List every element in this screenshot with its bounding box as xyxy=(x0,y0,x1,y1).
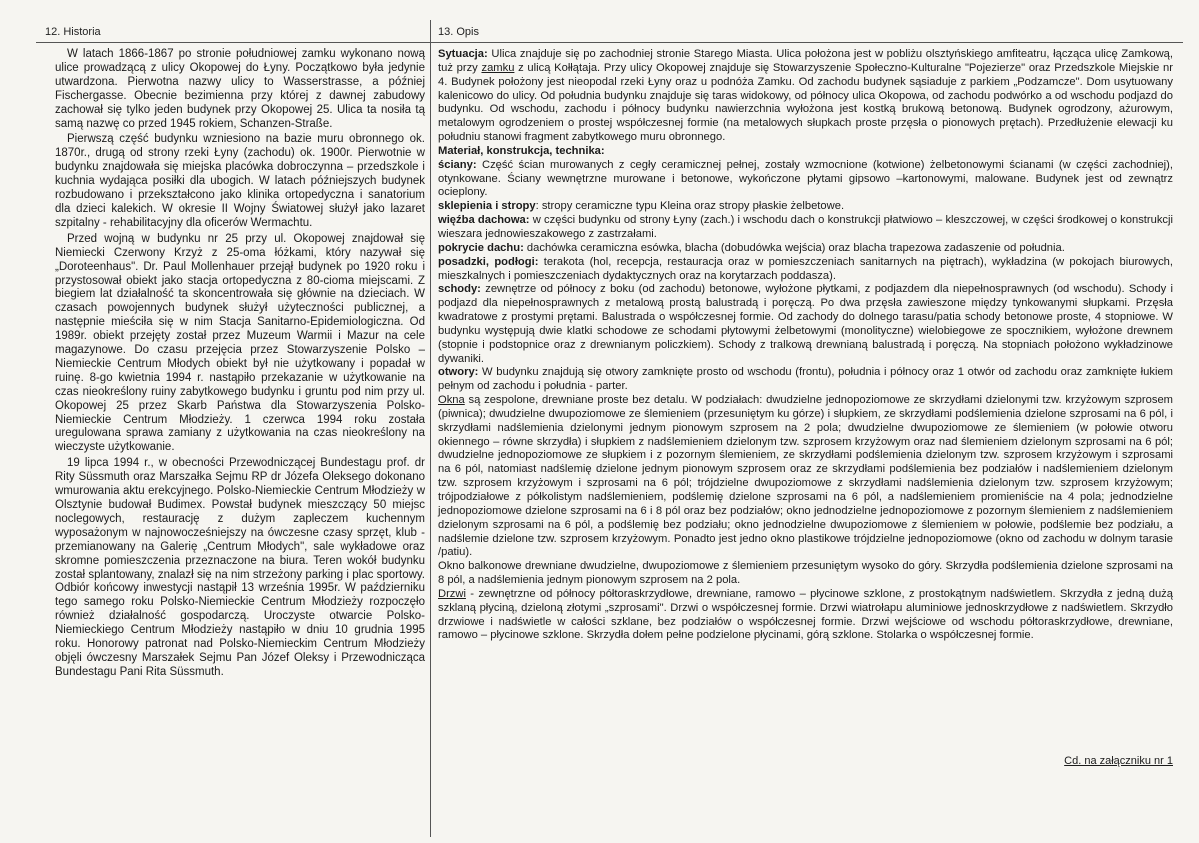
otwory-text: W budynku znajdują się otwory zamknięte prosto od wschodu (frontu), południa i północy oraz 1 otwór od zachodu oraz zamknięte łukiem pełnym od zachodu i południa - parter. xyxy=(438,366,1173,393)
schody-label: schody: xyxy=(438,283,481,296)
otwory-label: otwory: xyxy=(438,366,479,379)
otwory-paragraph xyxy=(438,366,1173,394)
schody-paragraph xyxy=(438,283,1173,366)
sytuacja-text-a: Ulica znajduje się po zachodniej stronie Starego Miasta. Ulica położona jest w pobliżu olsztyńskiego amfiteatru, łącząca ulicę Zamkową, tuż przy xyxy=(438,48,1173,74)
historia-paragraph-2: Pierwszą część budynku wzniesiono na bazie muru obronnego ok. 1870r., drugą od strony rzeki Łyny (zachodu) ok. 1900r. Pierwotnie w budynku znajdowała się miejska placówka dobroczynna – przedszkole i kuchnia wydająca posiłki dla ubogich. W latach późniejszych budynek rozbudowano i przekształcono jako klinika ortopedyczna i sanatorium dla dzieci kalekich. W okresie II Wojny Światowej służył jako lazaret szpitalny - rehabilitacyjny dla oficerów Wermachtu. xyxy=(55,133,425,229)
zamku-link[interactable]: zamku xyxy=(481,61,515,74)
section-header-historia: 12. Historia xyxy=(45,26,101,38)
pokrycie-paragraph xyxy=(438,242,1173,256)
posadzki-text: terakota (hol, recepcja, restauracja oraz w pomieszczeniach sanitarnych na piętrach), wykładzina (w pokojach biurowych, mieszkalnych i pomieszczeniach dydaktycznych oraz na korytarzach poddasza). xyxy=(438,255,1174,282)
historia-paragraph-3: Przed wojną w budynku nr 25 przy ul. Okopowej znajdował się Niemiecki Czerwony Krzyż z 25-oma łóżkami, który nazywał się „Doroteenhaus". Dr. Paul Mollenhauer przejął budynek po 1920 roku i przystosował obiekt jako stacja ortopedyczna z 80-cioma miejscami. Z biegiem lat działalność ta skoncentrowała się głównie na dzieciach. W czasach powojennych budynek służył użyteczności publicznej, a następnie mieściła się w nim Stacja Sanitarno-Epidemiologiczna. Od 1989r. obiekt przejęty został przez Muzeum Warmii i Mazur na cele magazynowe. Do czasu przejęcia przez Stowarzyszenie Polsko – Niemieckie Centrum Młodych obiekt był nie użytkowany i popadał w ruinę. 8-go kwietnia 1994 r. nastąpiło przekazanie w użytkowanie na czas nieokreślony ruiny zabytkowego budynku i gruntu pod nim przy ul. Okopowej 25 przez Skarb Państwa dla Stowarzyszenia Polsko-Niemieckie Centrum Młodzieży. 1 czerwca 1994 roku została uregulowana sprawa zamiany z użytkowania na czas nieokreślony na wieczyste użytkowanie. xyxy=(55,232,425,454)
okna-paragraph xyxy=(438,394,1173,560)
wiezba-paragraph xyxy=(438,214,1173,242)
sciany-label: ściany: xyxy=(438,158,477,171)
sklepienia-text: : stropy ceramiczne typu Kleina oraz stropy płaskie żelbetowe. xyxy=(535,200,845,213)
historia-column xyxy=(55,48,425,682)
sklepienia-label: sklepienia i stropy xyxy=(438,200,536,213)
okno-balkonowe-paragraph: Okno balkonowe drewniane dwudzielne, dwupoziomowe z ślemieniem przesuniętym wysoko do góry. Skrzydła podślemienia dzielone szprosami na 8 pól, a nadślemienia jednym pionowym szprosem na 2 pola. xyxy=(438,560,1173,587)
column-divider xyxy=(430,20,431,837)
okna-text: są zespolone, drewniane proste bez detalu. W podziałach: dwudzielne jednopoziomowe ze skrzydłami dzielonymi tzw. krzyżowym szprosem (piwnica); dwudzielne dwupoziomowe ze ślemieniem (przesuniętym ku górze) i słupkiem, ze skrzydłami podślemienia dzielone szprosami na 6 pól, i skrzydłami nadślemienia dzielonymi jednym pionowym szprosem na 2 pola; dwudzielne dwupoziomowe ze ślemieniem (w połowie otworu okiennego – równe skrzydła) i słupkiem z nadślemieniem dzielonym tzw. szprosem krzyżowym oraz nad ślemieniem dzielonym szprosami na 6 pól; dwudzielne jednopoziomowe ze słupkiem i z pozornym ślemieniem, ze skrzydłami podślemienia dzielonym tzw. szprosem krzyżowym i szprosami na 6 pól, natomiast nadślemię dzielone jednym pionowym szprosem oraz ze skrzydłami podślemienia bez podziałów i nadślemieniem dzielonym tzw. szprosem krzyżowym i szprosami na 6 pól; trójdzielne dwupoziomowe z skrzydłami nadślemienia dzielonym tzw. szprosem krzyżowym; trójpodziałowe z półkolistym nadślemieniem, podślemię dzielone szprosami na 6 pól, a nadślemieniem promieniście na 4 pola; jednodzielne jednopoziomowe dzielone szprosami na 6 i 8 pól oraz bez podziałów; okno jednodzielne jednopoziomowe z pozornym ślemieniem z nadślemieniem dzielonym szprosami na 6 pól, a podślemię bez podziału; okno jednodzielne dwupoziomowe z ślemieniem w połowie, podślemie bez podziału, a nadślemie dzielone tzw. szprosem krzyżowym. Ponadto jest jedno okno plastikowe trójdzielne jednopoziomowe (okno od zachodu w dolnym tarasie /patiu). xyxy=(438,394,1173,559)
historia-paragraph-4: 19 lipca 1994 r., w obecności Przewodniczącej Bundestagu prof. dr Rity Süssmuth oraz Marszałka Sejmu RP dr Józefa Oleksego dokonano wmurowania aktu erekcyjnego. Polsko-Niemieckie Centrum Młodzieży w Olsztynie budował Budimex. Powstał budynek mieszczący 50 miejsc noclegowych, restaurację z dużym zapleczem kuchennym wyposażonym w najnowocześniejszy na ówczesne czasy sprzęt, klub - przemianowany na Galerię „Centrum Młodych", sale wykładowe oraz skromne pomieszczenia przeznaczone na biura. Teren wokół budynku został splantowany, znalazł się na nim strzeżony parking i plac sportowy. Odbiór końcowy inwestycji nastąpił 13 września 1995r. W październiku tego samego roku Polsko-Niemieckie Centrum Młodzieży rozpoczęło również działalność gospodarczą. Uroczyste otwarcie Polsko-Niemieckiego Centrum Młodzieży nastąpiło w dniu 10 grudnia 1995 roku. Honorowy patronat nad Polsko-Niemieckim Centrum Młodzieży objęli ówczesny Marszałek Sejmu Pan Józef Oleksy i Przewodnicząca Bundestagu Pani Rita Süssmuth. xyxy=(55,457,425,678)
posadzki-label: posadzki, podłogi: xyxy=(438,255,539,268)
drzwi-label: Drzwi xyxy=(438,587,466,600)
material-heading: Materiał, konstrukcja, technika: xyxy=(438,144,605,157)
sytuacja-paragraph xyxy=(438,48,1173,145)
sciany-text: Część ścian murowanych z cegły ceramicznej pełnej, zostały wzmocnione (kotwione) żelbetonowymi ścianami (w części zachodniej), otynkowane. Ściany wewnętrzne murowane i betonowe, wykończone płytami gipsowo –kartonowymi, malowane. Budynek jest od zewnątrz ocieplony. xyxy=(438,158,1173,199)
pokrycie-text: dachówka ceramiczna esówka, blacha (dobudówka wejścia) oraz blacha trapezowa zadaszenie od południa. xyxy=(523,241,1065,254)
sciany-paragraph xyxy=(438,159,1173,201)
section-header-opis: 13. Opis xyxy=(438,26,479,38)
sytuacja-label: Sytuacja: xyxy=(438,48,488,60)
drzwi-text: - zewnętrzne od północy półtoraskrzydłowe, drewniane, ramowo – płycinowe szklone, z prostokątnym nadświetlem. Skrzydła z jedną dużą szklaną płyciną, dzieloną złotymi „szprosami". Drzwi o współczesnej formie. Drzwi wiatrołapu aluminiowe jednoskrzydłowe z nadświetlem. Skrzydło drzwiowe i nadświetle w całości szklane, bez podziałów o współczesnej formie. Drzwi wejściowe od wschodu półtoraskrzydłowe, drewniane, ramowo – płycinowe szklone. Skrzydła dołem pełne podzielone płycinami, górą szklone. Stolarka o współczesnej formie. xyxy=(438,587,1173,642)
continuation-note[interactable]: Cd. na załączniku nr 1 xyxy=(1064,755,1173,767)
schody-text: zewnętrze od północy z boku (od zachodu) betonowe, wyłożone płytkami, z podjazdem dla niepełnosprawnych (od wschodu). Schody i podjazd dla niepełnosprawnych z metalową prostą balustradą i poręczą. Po dwa przęsła zawieszone między tynkowanymi słupkami. Przęsła kwadratowe z prostymi prętami. Balustrada o współczesnej formie. Od zachody do dolnego tarasu/patia schody betonowe proste, 4 stopniowe. W budynku występują dwie klatki schodowe ze schodami płytowymi żelbetowymi (monolityczne) wielobiegowe ze spocznikiem, wyłożone drewnem (stopnie i podstopnice oraz z drewnianym policzkiem). Schody z tralkową drewnianą balustradą i poręczą. Na stopniach położono wykładzinowe dywaniki. xyxy=(438,283,1173,365)
sytuacja-text-b: z ulicą Kołłątaja. Przy ulicy Okopowej znajduje się Stowarzyszenie Społeczno-Kulturalne "Pojezierze" oraz Przedszkole Miejskie nr 4. Budynek położony jest nieopodal rzeki Łyny oraz u podnóża Zamku. Od zachodu budynek sąsiaduje z parkiem „Podzamcze". Dom usytuowany kalenicowo do ulicy. Od południa budynku znajduje się taras widokowy, od północy ulica Okopowa, od zachodu podwórko a od wschodu podjazd do budynku. Od wschodu, zachodu i północy budynku nawierzchnia wyłożona jest kostką brukową betonową. Budynek ogrodzony, ażurowym, metalowym ogrodzeniem o prostej współczesnej formie (na metalowych słupkach proste przęsła o pionowych prętach). Przedłużenie elewacji ku południu stanowi fragment zabytkowego muru obronnego. xyxy=(438,61,1173,144)
pokrycie-label: pokrycie dachu: xyxy=(438,241,524,254)
wiezba-text: w części budynku od strony Łyny (zach.) i wschodu dach o konstrukcji płatwiowo – kleszczowej, w części środkowej o konstrukcji wieszara jednowieszakowego z zastrzałami. xyxy=(438,214,1173,240)
posadzki-paragraph xyxy=(438,256,1173,284)
historia-paragraph-1: W latach 1866-1867 po stronie południowej zamku wykonano nową ulice prowadzącą z ulicy Okopowej do Łyny. Początkowo była jedynie utwardzona. Pierwotna nazwy ulicy to Wasserstrasse, a później Fischergasse. Obecnie bezimienna przy której z dawnej zabudowy zachował się tylko jeden budynek przy Okopowej 25. Ulica ta nosiła tą samą nazwę co przed 1945 rokiem, Schanzen-Straße. xyxy=(55,48,425,130)
drzwi-paragraph xyxy=(438,588,1173,643)
opis-column xyxy=(438,48,1173,643)
okna-label: Okna xyxy=(438,394,465,407)
sklepienia-paragraph xyxy=(438,200,1173,214)
wiezba-label: więźba dachowa: xyxy=(438,214,530,227)
top-rule xyxy=(36,42,1183,43)
